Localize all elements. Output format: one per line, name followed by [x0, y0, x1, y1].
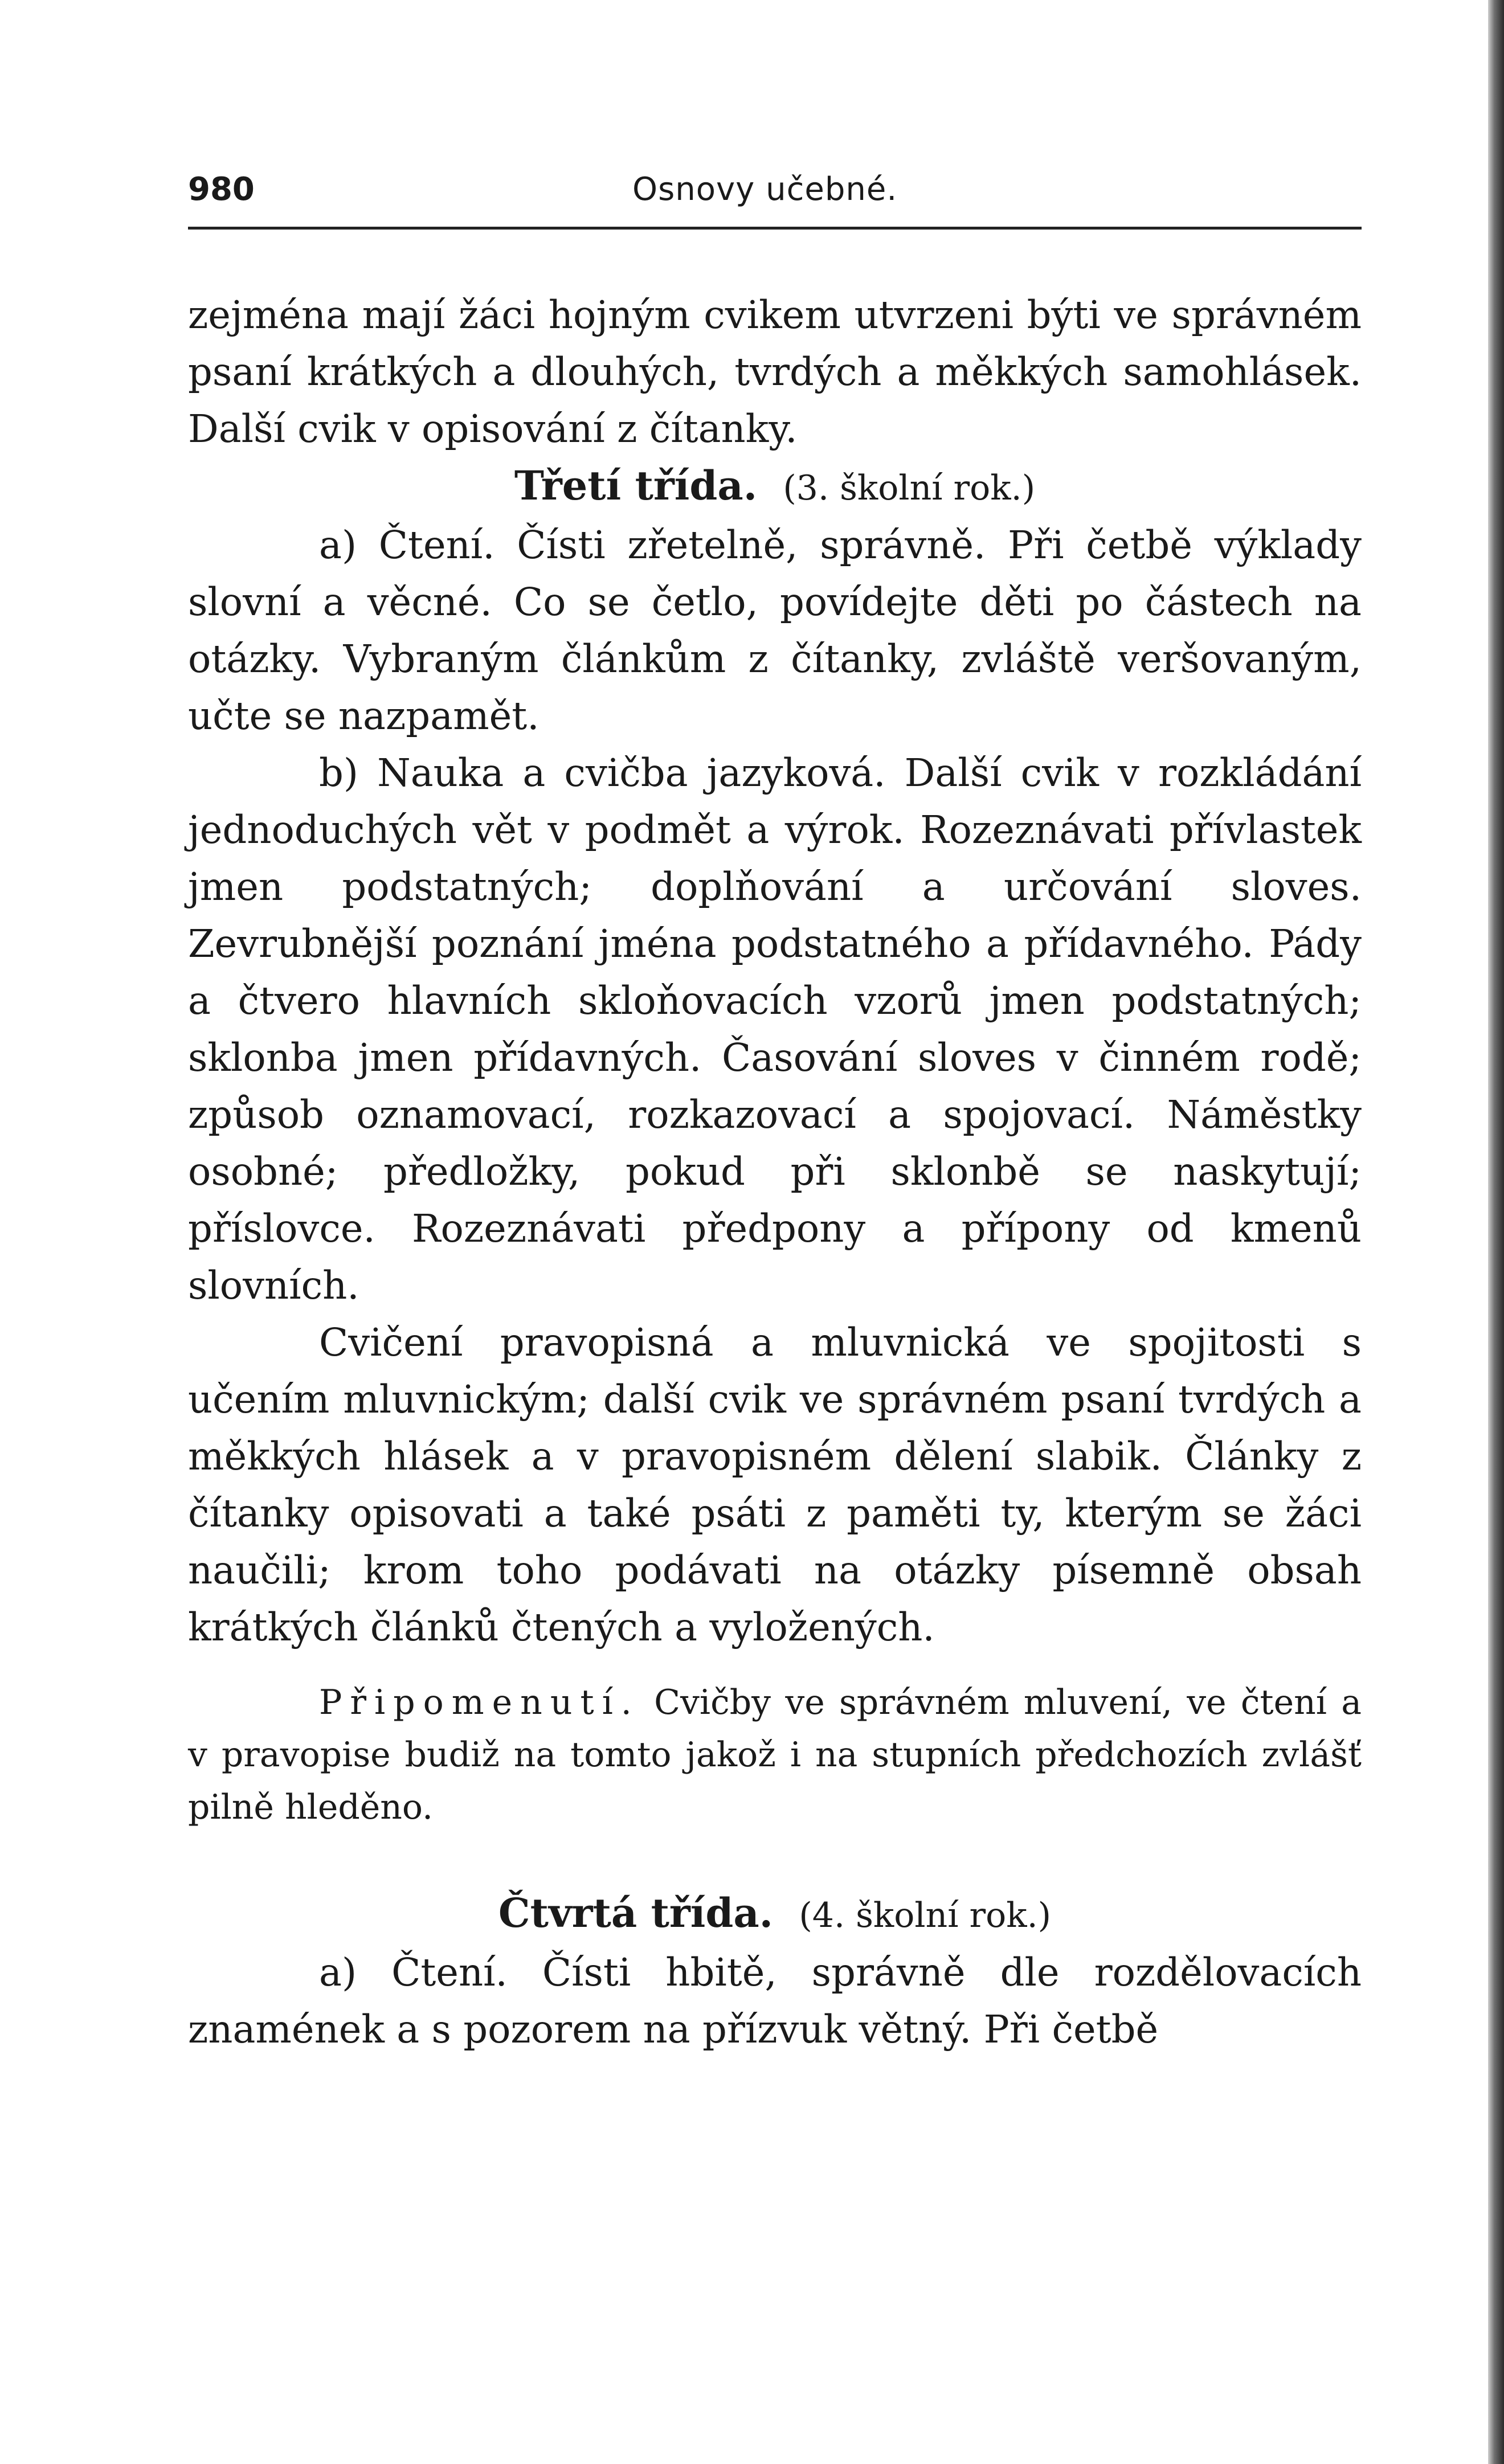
page-content	[188, 286, 1362, 2058]
section-subtitle: (4. školní rok.)	[799, 1896, 1052, 1935]
header-rule	[188, 227, 1362, 230]
section-title: Čtvrtá třída.	[498, 1889, 774, 1937]
paragraph-exercises: Cvičení pravopisná a mluvnická ve spojitosti s učením mluvnickým; další cvik ve správném psaní tvrdých a měkkých hlásek a v pravopisném dělení slabik. Články z čítanky opisovati a také psáti z paměti ty, kterým se žáci naučili; krom toho podávati na otázky písemně obsah krátkých článků čtených a vyložených.	[188, 1320, 1362, 1650]
paragraph-reading-fourth: a) Čtení. Čísti hbitě, správně dle rozdělovacích znamének a s pozorem na přízvuk větný. Při četbě	[188, 1950, 1362, 2052]
paragraph-grammar: b) Nauka a cvičba jazyková. Další cvik v rozkládání jednoduchých vět v podmět a výrok. Rozeznávati přívlastek jmen podstatných; doplňování a určování sloves. Zevrubnější poznání jména podstatného a přídavného. Pády a čtvero hlavních skloňovacích vzorů jmen podstatných; sklonba jmen přídavných. Časování sloves v činném rodě; způsob oznamovací, rozkazovací a spojovací. Náměstky osobné; předložky, pokud při sklonbě se naskytují; příslovce. Rozeznávati předpony a přípony od kmenů slovních.	[188, 751, 1362, 1308]
note-paragraph	[188, 1676, 1362, 1833]
page-header	[188, 159, 1362, 222]
book-page	[188, 159, 1362, 2058]
running-title: Osnovy učebné.	[632, 171, 898, 208]
section-heading-third-class	[188, 457, 1362, 517]
page-edge-shadow	[1488, 0, 1504, 2464]
note-label: Připomenutí.	[319, 1683, 640, 1722]
page-number: 980	[188, 171, 255, 208]
paragraph-reading: a) Čtení. Čísti zřetelně, správně. Při četbě výklady slovní a věcné. Co se četlo, povídejte děti po částech na otázky. Vybraným článkům z čítanky, zvláště veršovaným, učte se nazpamět.	[188, 523, 1362, 738]
paragraph-continuation: zejména mají žáci hojným cvikem utvrzeni býti ve správném psaní krátkých a dlouhých, tvrdých a měkkých samohlásek. Další cvik v opisování z čítanky.	[188, 293, 1362, 451]
section-subtitle: (3. školní rok.)	[783, 468, 1036, 508]
section-heading-fourth-class	[188, 1885, 1362, 1944]
section-title: Třetí třída.	[514, 462, 758, 509]
section-gap	[188, 1833, 1362, 1885]
note-text: Cvičby ve správném mluvení, ve čtení a v pravopise budiž na tomto jakož i na stupních předchozích zvlášť pilně hleděno.	[188, 1683, 1362, 1827]
